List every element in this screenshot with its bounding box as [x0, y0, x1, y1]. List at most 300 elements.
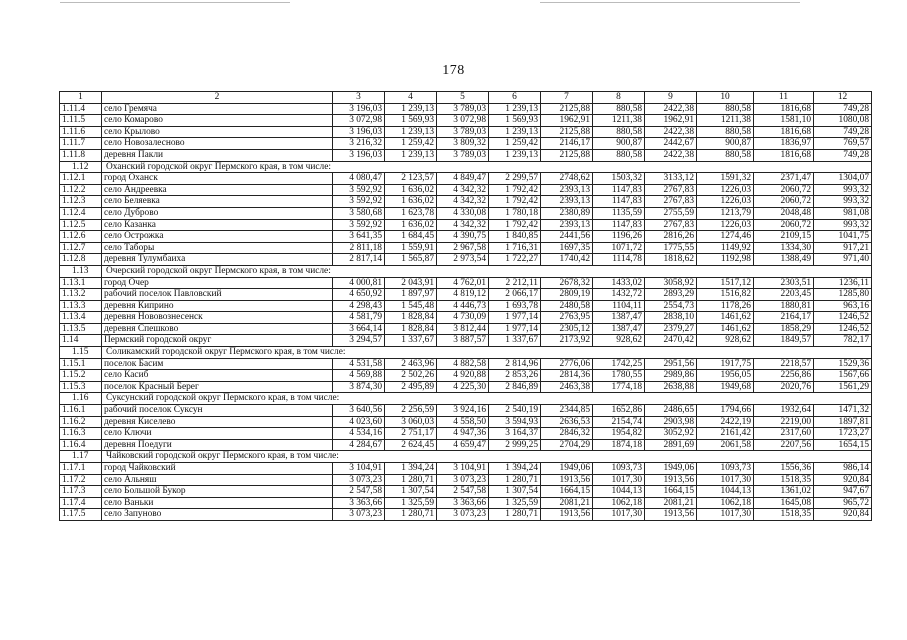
value-cell-col-11: 1816,68 [754, 126, 814, 138]
value-cell-col-3: 3 874,30 [333, 381, 385, 393]
value-cell-col-6: 1 792,42 [489, 184, 541, 196]
group-fill-cell [489, 161, 541, 173]
value-cell-col-5: 3 789,03 [437, 149, 489, 161]
value-cell-col-6: 1 239,13 [489, 126, 541, 138]
value-cell-col-8: 1071,72 [593, 242, 645, 254]
group-fill-cell [489, 347, 541, 359]
value-cell-col-5: 3 789,03 [437, 126, 489, 138]
group-fill-cell [541, 265, 593, 277]
value-cell-col-9: 2081,21 [645, 497, 697, 509]
value-cell-col-9: 1664,15 [645, 486, 697, 498]
value-cell-col-4: 1 307,54 [385, 486, 437, 498]
group-fill-cell [541, 451, 593, 463]
value-cell-col-12: 1567,66 [814, 370, 872, 382]
value-cell-col-11: 1556,36 [754, 463, 814, 475]
value-cell-col-9: 2767,83 [645, 219, 697, 231]
table-row [60, 312, 872, 324]
value-cell-col-8: 1147,83 [593, 219, 645, 231]
row-code: 1.13.3 [60, 300, 102, 312]
row-code: 1.16.4 [60, 439, 102, 451]
settlement-name: село Крылово [102, 126, 333, 138]
group-fill-cell [593, 347, 645, 359]
table-row [60, 196, 872, 208]
group-title: Чайковский городской округ Пермского края, в том числе: [102, 451, 385, 463]
value-cell-col-7: 2748,62 [541, 173, 593, 185]
page-number: 178 [442, 63, 465, 78]
value-cell-col-5: 4 819,12 [437, 289, 489, 301]
value-cell-col-7: 1913,56 [541, 509, 593, 521]
table-row [60, 219, 872, 231]
value-cell-col-9: 2891,69 [645, 439, 697, 451]
value-cell-col-9: 2379,27 [645, 323, 697, 335]
group-code: 1.12 [60, 161, 102, 173]
value-cell-col-3: 3 196,03 [333, 149, 385, 161]
value-cell-col-5: 4 558,50 [437, 416, 489, 428]
row-code: 1.12.8 [60, 254, 102, 266]
value-cell-col-3: 4 080,47 [333, 173, 385, 185]
value-cell-col-10: 1149,92 [697, 242, 754, 254]
group-fill-cell [697, 393, 754, 405]
value-cell-col-9: 2767,83 [645, 196, 697, 208]
value-cell-col-6: 1 394,24 [489, 463, 541, 475]
value-cell-col-11: 2371,47 [754, 173, 814, 185]
group-fill-cell [754, 161, 814, 173]
value-cell-col-12: 1723,27 [814, 428, 872, 440]
value-cell-col-7: 2344,85 [541, 405, 593, 417]
value-cell-col-4: 2 751,17 [385, 428, 437, 440]
group-fill-cell [754, 451, 814, 463]
group-fill-cell [541, 393, 593, 405]
value-cell-col-3: 3 216,32 [333, 138, 385, 150]
value-cell-col-3: 4 569,88 [333, 370, 385, 382]
value-cell-col-11: 2020,76 [754, 381, 814, 393]
value-cell-col-9: 3133,12 [645, 173, 697, 185]
table-row [60, 115, 872, 127]
table-row [60, 474, 872, 486]
value-cell-col-8: 1652,86 [593, 405, 645, 417]
value-cell-col-4: 1 636,02 [385, 184, 437, 196]
value-cell-col-10: 1517,12 [697, 277, 754, 289]
value-cell-col-6: 1 307,54 [489, 486, 541, 498]
value-cell-col-7: 1913,56 [541, 474, 593, 486]
table-body [60, 103, 872, 520]
value-cell-col-4: 1 828,84 [385, 312, 437, 324]
row-code: 1.11.6 [60, 126, 102, 138]
value-cell-col-12: 986,14 [814, 463, 872, 475]
row-code: 1.12.4 [60, 207, 102, 219]
settlement-name: село Большой Букор [102, 486, 333, 498]
value-cell-col-12: 1471,32 [814, 405, 872, 417]
value-cell-col-8: 880,58 [593, 126, 645, 138]
value-cell-col-7: 2814,36 [541, 370, 593, 382]
group-fill-cell [697, 347, 754, 359]
value-cell-col-6: 1 337,67 [489, 335, 541, 347]
value-cell-col-9: 1818,62 [645, 254, 697, 266]
value-cell-col-3: 3 072,98 [333, 115, 385, 127]
group-fill-cell [645, 265, 697, 277]
value-cell-col-10: 2161,42 [697, 428, 754, 440]
value-cell-col-8: 1211,38 [593, 115, 645, 127]
value-cell-col-5: 4 762,01 [437, 277, 489, 289]
column-header-3: 3 [333, 92, 385, 104]
value-cell-col-12: 1285,80 [814, 289, 872, 301]
value-cell-col-3: 4 023,60 [333, 416, 385, 428]
value-cell-col-7: 1697,35 [541, 242, 593, 254]
value-cell-col-12: 993,32 [814, 184, 872, 196]
value-cell-col-7: 2173,92 [541, 335, 593, 347]
value-cell-col-12: 1654,15 [814, 439, 872, 451]
table-row [60, 405, 872, 417]
value-cell-col-5: 4 342,32 [437, 196, 489, 208]
value-cell-col-8: 1044,13 [593, 486, 645, 498]
settlement-name: село Комарово [102, 115, 333, 127]
value-cell-col-12: 749,28 [814, 103, 872, 115]
value-cell-col-8: 880,58 [593, 149, 645, 161]
value-cell-col-5: 4 342,32 [437, 184, 489, 196]
value-cell-col-10: 1044,13 [697, 486, 754, 498]
group-fill-cell [814, 347, 872, 359]
value-cell-col-5: 4 659,47 [437, 439, 489, 451]
value-cell-col-11: 1645,08 [754, 497, 814, 509]
value-cell-col-12: 782,17 [814, 335, 872, 347]
value-cell-col-6: 2 814,96 [489, 358, 541, 370]
group-header-row [60, 347, 872, 359]
value-cell-col-7: 2393,13 [541, 196, 593, 208]
value-cell-col-7: 2636,53 [541, 416, 593, 428]
value-cell-col-12: 963,16 [814, 300, 872, 312]
value-cell-col-10: 1461,62 [697, 312, 754, 324]
value-cell-col-4: 1 239,13 [385, 126, 437, 138]
group-code: 1.16 [60, 393, 102, 405]
table-row [60, 277, 872, 289]
value-cell-col-8: 1147,83 [593, 184, 645, 196]
value-cell-col-3: 3 073,23 [333, 509, 385, 521]
value-cell-col-6: 1 280,71 [489, 509, 541, 521]
header-row [60, 92, 872, 104]
value-cell-col-8: 1387,47 [593, 323, 645, 335]
column-header-11: 11 [754, 92, 814, 104]
settlement-name: деревня Киприно [102, 300, 333, 312]
value-cell-col-11: 2207,56 [754, 439, 814, 451]
value-cell-col-6: 2 853,26 [489, 370, 541, 382]
value-cell-col-8: 1503,32 [593, 173, 645, 185]
table-row [60, 138, 872, 150]
value-cell-col-9: 2470,42 [645, 335, 697, 347]
settlement-name: деревня Поедуги [102, 439, 333, 451]
settlement-name: город Чайковский [102, 463, 333, 475]
settlement-name: рабочий поселок Суксун [102, 405, 333, 417]
value-cell-col-11: 2256,86 [754, 370, 814, 382]
value-cell-col-9: 1913,56 [645, 474, 697, 486]
value-cell-col-7: 2846,32 [541, 428, 593, 440]
row-code: 1.13.5 [60, 323, 102, 335]
row-code: 1.12.5 [60, 219, 102, 231]
value-cell-col-6: 1 280,71 [489, 474, 541, 486]
value-cell-col-6: 2 540,19 [489, 405, 541, 417]
value-cell-col-12: 1304,07 [814, 173, 872, 185]
table-row [60, 497, 872, 509]
value-cell-col-4: 1 239,13 [385, 103, 437, 115]
value-cell-col-12: 917,21 [814, 242, 872, 254]
value-cell-col-4: 1 325,59 [385, 497, 437, 509]
value-cell-col-3: 3 592,92 [333, 196, 385, 208]
value-cell-col-4: 1 569,93 [385, 115, 437, 127]
value-cell-col-12: 920,84 [814, 509, 872, 521]
value-cell-col-11: 2109,15 [754, 231, 814, 243]
row-code: 1.12.1 [60, 173, 102, 185]
value-cell-col-12: 1041,75 [814, 231, 872, 243]
table-row [60, 439, 872, 451]
value-cell-col-9: 2903,98 [645, 416, 697, 428]
value-cell-col-11: 1858,29 [754, 323, 814, 335]
settlement-name: рабочий поселок Павловский [102, 289, 333, 301]
value-cell-col-11: 1836,97 [754, 138, 814, 150]
settlement-name: село Новозалесново [102, 138, 333, 150]
settlement-name: село Запуново [102, 509, 333, 521]
table-row [60, 358, 872, 370]
value-cell-col-12: 1529,36 [814, 358, 872, 370]
group-header-row [60, 451, 872, 463]
value-cell-col-4: 1 684,45 [385, 231, 437, 243]
table-row [60, 335, 872, 347]
value-cell-col-6: 2 066,17 [489, 289, 541, 301]
value-cell-col-11: 1816,68 [754, 149, 814, 161]
group-fill-cell [437, 161, 489, 173]
row-code: 1.11.4 [60, 103, 102, 115]
value-cell-col-12: 749,28 [814, 126, 872, 138]
group-fill-cell [754, 393, 814, 405]
table-row [60, 300, 872, 312]
column-header-10: 10 [697, 92, 754, 104]
value-cell-col-11: 1816,68 [754, 103, 814, 115]
value-cell-col-10: 880,58 [697, 103, 754, 115]
column-header-2: 2 [102, 92, 333, 104]
group-title: Соликамский городской округ Пермского края, в том числе: [102, 347, 385, 359]
settlement-name: село Таборы [102, 242, 333, 254]
value-cell-col-8: 880,58 [593, 103, 645, 115]
group-fill-cell [489, 393, 541, 405]
value-cell-col-6: 1 977,14 [489, 323, 541, 335]
value-cell-col-8: 1147,83 [593, 196, 645, 208]
value-cell-col-6: 1 977,14 [489, 312, 541, 324]
top-rule-right [540, 2, 800, 3]
value-cell-col-12: 1246,52 [814, 312, 872, 324]
settlement-name: село Касиб [102, 370, 333, 382]
value-cell-col-4: 1 565,87 [385, 254, 437, 266]
value-cell-col-11: 1849,57 [754, 335, 814, 347]
value-cell-col-4: 1 337,67 [385, 335, 437, 347]
value-cell-col-6: 3 164,37 [489, 428, 541, 440]
value-cell-col-7: 2480,58 [541, 300, 593, 312]
value-cell-col-9: 2989,86 [645, 370, 697, 382]
table-row [60, 381, 872, 393]
group-code: 1.17 [60, 451, 102, 463]
value-cell-col-8: 1196,26 [593, 231, 645, 243]
value-cell-col-3: 3 640,56 [333, 405, 385, 417]
group-fill-cell [645, 161, 697, 173]
value-cell-col-3: 3 363,66 [333, 497, 385, 509]
value-cell-col-9: 1775,55 [645, 242, 697, 254]
table-row [60, 242, 872, 254]
value-cell-col-7: 2380,89 [541, 207, 593, 219]
value-cell-col-11: 2203,45 [754, 289, 814, 301]
table-row [60, 428, 872, 440]
settlement-name: Пермский городской округ [102, 335, 333, 347]
value-cell-col-4: 1 636,02 [385, 219, 437, 231]
table-row [60, 416, 872, 428]
value-cell-col-11: 1518,35 [754, 509, 814, 521]
value-cell-col-7: 1664,15 [541, 486, 593, 498]
settlement-name: город Оханск [102, 173, 333, 185]
group-fill-cell [385, 347, 437, 359]
value-cell-col-3: 4 534,16 [333, 428, 385, 440]
value-cell-col-9: 2422,38 [645, 149, 697, 161]
value-cell-col-10: 1062,18 [697, 497, 754, 509]
group-fill-cell [754, 347, 814, 359]
value-cell-col-4: 1 394,24 [385, 463, 437, 475]
value-cell-col-7: 2393,13 [541, 184, 593, 196]
group-fill-cell [437, 393, 489, 405]
value-cell-col-12: 920,84 [814, 474, 872, 486]
row-code: 1.16.1 [60, 405, 102, 417]
value-cell-col-5: 4 342,32 [437, 219, 489, 231]
value-cell-col-9: 2767,83 [645, 184, 697, 196]
value-cell-col-10: 928,62 [697, 335, 754, 347]
value-cell-col-11: 1334,30 [754, 242, 814, 254]
value-cell-col-3: 3 664,14 [333, 323, 385, 335]
value-cell-col-8: 1874,18 [593, 439, 645, 451]
group-fill-cell [645, 451, 697, 463]
value-cell-col-12: 965,72 [814, 497, 872, 509]
value-cell-col-10: 1956,05 [697, 370, 754, 382]
group-header-row [60, 161, 872, 173]
value-cell-col-11: 1932,64 [754, 405, 814, 417]
row-code: 1.16.3 [60, 428, 102, 440]
value-cell-col-6: 2 212,11 [489, 277, 541, 289]
value-cell-col-9: 3058,92 [645, 277, 697, 289]
value-cell-col-3: 4 650,92 [333, 289, 385, 301]
value-cell-col-8: 1742,25 [593, 358, 645, 370]
value-cell-col-10: 880,58 [697, 126, 754, 138]
settlement-name: деревня Нововознесенск [102, 312, 333, 324]
value-cell-col-11: 2164,17 [754, 312, 814, 324]
value-cell-col-10: 1213,79 [697, 207, 754, 219]
settlement-name: деревня Спешково [102, 323, 333, 335]
group-title: Оханский городской округ Пермского края, в том числе: [102, 161, 385, 173]
group-fill-cell [814, 161, 872, 173]
value-cell-col-10: 1516,82 [697, 289, 754, 301]
value-cell-col-11: 2317,60 [754, 428, 814, 440]
group-fill-cell [593, 451, 645, 463]
settlement-name: город Очер [102, 277, 333, 289]
value-cell-col-4: 1 545,48 [385, 300, 437, 312]
value-cell-col-11: 1581,10 [754, 115, 814, 127]
value-cell-col-3: 2 817,14 [333, 254, 385, 266]
row-code: 1.15.2 [60, 370, 102, 382]
top-rule-left [60, 2, 290, 3]
row-code: 1.12.2 [60, 184, 102, 196]
value-cell-col-8: 1433,02 [593, 277, 645, 289]
value-cell-col-4: 1 259,42 [385, 138, 437, 150]
value-cell-col-5: 3 073,23 [437, 509, 489, 521]
column-header-9: 9 [645, 92, 697, 104]
group-fill-cell [697, 451, 754, 463]
value-cell-col-9: 1949,06 [645, 463, 697, 475]
value-cell-col-8: 1104,11 [593, 300, 645, 312]
row-code: 1.17.5 [60, 509, 102, 521]
value-cell-col-11: 2219,00 [754, 416, 814, 428]
value-cell-col-6: 1 780,18 [489, 207, 541, 219]
group-fill-cell [489, 265, 541, 277]
value-cell-col-8: 1387,47 [593, 312, 645, 324]
settlement-name: село Острожка [102, 231, 333, 243]
value-cell-col-5: 3 072,98 [437, 115, 489, 127]
group-code: 1.15 [60, 347, 102, 359]
row-code: 1.12.6 [60, 231, 102, 243]
settlement-name: деревня Пакли [102, 149, 333, 161]
value-cell-col-4: 1 559,91 [385, 242, 437, 254]
value-cell-col-10: 1178,26 [697, 300, 754, 312]
row-code: 1.11.5 [60, 115, 102, 127]
value-cell-col-10: 1794,66 [697, 405, 754, 417]
table-row [60, 103, 872, 115]
value-cell-col-10: 900,87 [697, 138, 754, 150]
value-cell-col-11: 1361,02 [754, 486, 814, 498]
value-cell-col-8: 1062,18 [593, 497, 645, 509]
value-cell-col-11: 2060,72 [754, 196, 814, 208]
value-cell-col-5: 4 849,47 [437, 173, 489, 185]
value-cell-col-3: 4 531,58 [333, 358, 385, 370]
value-cell-col-12: 749,28 [814, 149, 872, 161]
value-cell-col-7: 2463,38 [541, 381, 593, 393]
value-cell-col-4: 1 897,97 [385, 289, 437, 301]
value-cell-col-6: 1 840,85 [489, 231, 541, 243]
value-cell-col-6: 1 325,59 [489, 497, 541, 509]
row-code: 1.13.1 [60, 277, 102, 289]
value-cell-col-9: 2951,56 [645, 358, 697, 370]
value-cell-col-12: 1236,11 [814, 277, 872, 289]
row-code: 1.17.1 [60, 463, 102, 475]
value-cell-col-5: 3 887,57 [437, 335, 489, 347]
value-cell-col-6: 2 999,25 [489, 439, 541, 451]
value-cell-col-11: 2218,57 [754, 358, 814, 370]
settlement-name: поселок Красный Берег [102, 381, 333, 393]
value-cell-col-8: 1954,82 [593, 428, 645, 440]
group-fill-cell [814, 451, 872, 463]
value-cell-col-11: 1880,81 [754, 300, 814, 312]
value-cell-col-6: 1 693,78 [489, 300, 541, 312]
value-cell-col-5: 3 104,91 [437, 463, 489, 475]
value-cell-col-6: 2 299,57 [489, 173, 541, 185]
value-cell-col-10: 1591,32 [697, 173, 754, 185]
value-cell-col-3: 3 580,68 [333, 207, 385, 219]
value-cell-col-7: 2125,88 [541, 149, 593, 161]
value-cell-col-11: 1518,35 [754, 474, 814, 486]
value-cell-col-3: 4 000,81 [333, 277, 385, 289]
value-cell-col-12: 1897,81 [814, 416, 872, 428]
group-title: Очерский городской округ Пермского края, в том числе: [102, 265, 385, 277]
value-cell-col-7: 2776,06 [541, 358, 593, 370]
value-cell-col-6: 1 722,27 [489, 254, 541, 266]
value-cell-col-7: 2763,95 [541, 312, 593, 324]
value-cell-col-5: 4 390,75 [437, 231, 489, 243]
value-cell-col-4: 1 623,78 [385, 207, 437, 219]
value-cell-col-3: 3 641,35 [333, 231, 385, 243]
value-cell-col-9: 2816,26 [645, 231, 697, 243]
value-cell-col-7: 1949,06 [541, 463, 593, 475]
table-row [60, 231, 872, 243]
value-cell-col-10: 1226,03 [697, 196, 754, 208]
